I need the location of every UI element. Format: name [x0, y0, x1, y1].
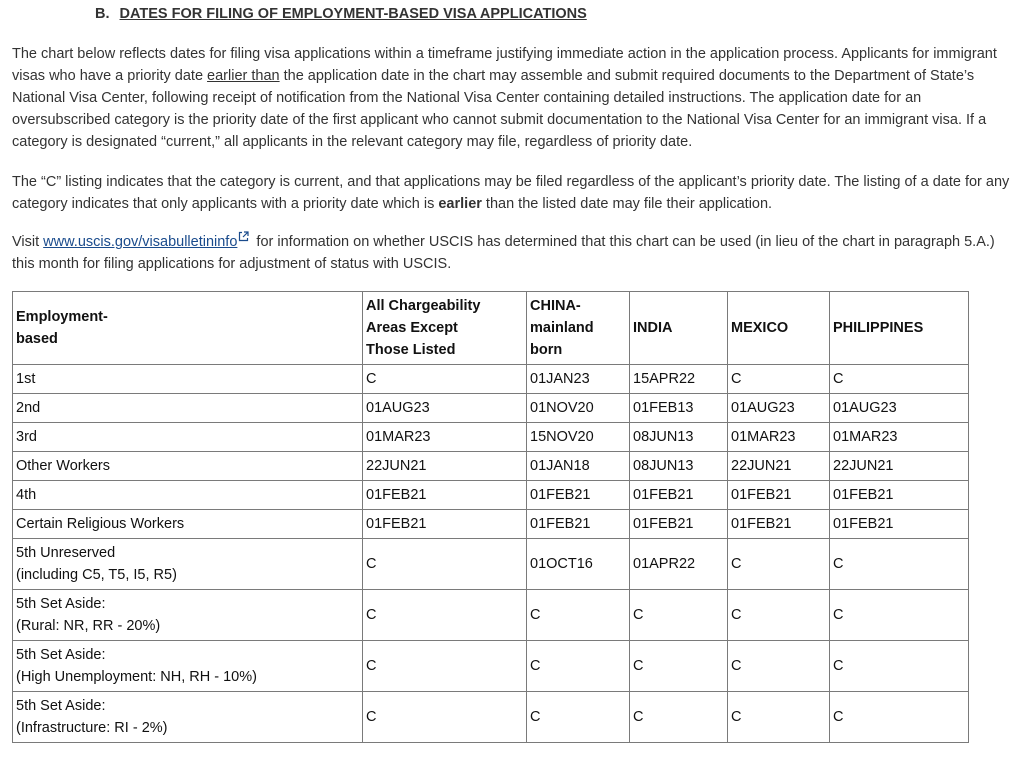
table-cell: 01MAR23	[830, 423, 969, 452]
table-cell: 01FEB21	[830, 481, 969, 510]
row-label-line: 1st	[16, 371, 36, 387]
current-text-1: The “C” listing indicates that the category is current, and that applications may be filed regardless of the applicant’s priority date. The listing of a date for any category indicates that only applicants with a priority date which is	[12, 174, 1010, 212]
table-cell: 01OCT16	[527, 539, 630, 590]
table-cell: 01FEB21	[363, 510, 527, 539]
intro-paragraph	[12, 43, 1012, 153]
table-row	[13, 365, 969, 394]
row-label	[13, 590, 363, 641]
row-label	[13, 365, 363, 394]
uscis-text-1: Visit	[12, 234, 44, 250]
table-cell: C	[363, 641, 527, 692]
table-cell: C	[363, 539, 527, 590]
row-label-line: 5th Set Aside:	[16, 596, 106, 612]
table-cell: 15NOV20	[527, 423, 630, 452]
header-line: CHINA-	[530, 298, 581, 314]
header-china	[527, 292, 630, 365]
table-cell: 01FEB21	[630, 510, 728, 539]
table-cell: 01MAR23	[728, 423, 830, 452]
table-cell: C	[363, 590, 527, 641]
current-bold-text: earlier	[438, 196, 482, 212]
table-cell: 01NOV20	[527, 394, 630, 423]
table-cell: C	[630, 641, 728, 692]
row-label-line: 5th Set Aside:	[16, 647, 106, 663]
table-row	[13, 539, 969, 590]
uscis-paragraph	[12, 231, 1012, 275]
table-cell: 01AUG23	[830, 394, 969, 423]
table-row	[13, 452, 969, 481]
table-cell: C	[728, 590, 830, 641]
table-cell: 22JUN21	[728, 452, 830, 481]
intro-underlined-text: earlier than	[207, 68, 280, 84]
row-label	[13, 510, 363, 539]
header-line: Employment-	[16, 309, 108, 325]
header-all-chargeability	[363, 292, 527, 365]
table-cell: 22JUN21	[830, 452, 969, 481]
row-label-line: (High Unemployment: NH, RH - 10%)	[16, 669, 257, 685]
row-label	[13, 423, 363, 452]
header-employment-based	[13, 292, 363, 365]
header-philippines	[830, 292, 969, 365]
header-line: based	[16, 331, 58, 347]
table-cell: C	[363, 365, 527, 394]
table-row	[13, 641, 969, 692]
uscis-link[interactable]: www.uscis.gov/visabulletininfo	[43, 234, 238, 250]
table-cell: 01FEB21	[630, 481, 728, 510]
table-cell: 08JUN13	[630, 452, 728, 481]
row-label-line: Other Workers	[16, 458, 111, 474]
row-label	[13, 692, 363, 743]
table-cell: C	[728, 365, 830, 394]
table-cell: 01FEB21	[363, 481, 527, 510]
table-cell: 01FEB21	[728, 481, 830, 510]
row-label-line: Certain Religious Workers	[16, 516, 185, 532]
table-cell: 22JUN21	[363, 452, 527, 481]
table-cell: 01MAR23	[363, 423, 527, 452]
table-cell: 01AUG23	[363, 394, 527, 423]
table-cell: 01AUG23	[728, 394, 830, 423]
row-label-line: (including C5, T5, I5, R5)	[16, 567, 177, 583]
header-line: INDIA	[633, 320, 673, 336]
row-label-line: 5th Unreserved	[16, 545, 116, 561]
row-label	[13, 641, 363, 692]
table-cell: C	[830, 641, 969, 692]
section-title: DATES FOR FILING OF EMPLOYMENT-BASED VISA APPLICATIONS	[119, 6, 587, 22]
table-cell: C	[830, 590, 969, 641]
table-cell: C	[830, 692, 969, 743]
table-row	[13, 590, 969, 641]
table-row	[13, 481, 969, 510]
row-label	[13, 452, 363, 481]
current-listing-paragraph	[12, 171, 1012, 215]
filing-dates-table	[12, 291, 969, 743]
table-cell: 01JAN23	[527, 365, 630, 394]
table-cell: C	[728, 692, 830, 743]
section-heading	[95, 6, 587, 22]
table-cell: C	[630, 590, 728, 641]
table-cell: 01APR22	[630, 539, 728, 590]
row-label-line: 3rd	[16, 429, 37, 445]
intro-text-2: the application date in the chart may assemble and submit required documents to the Department of State’s National Visa Center, following receipt of notification from the National Visa Center containing detailed instructions. The application date for an oversubscribed category is the priority date of the first applicant who cannot submit documentation to the National Visa Center for an immigrant visa. If a category is designated “current,” all applicants in the relevant category may file, regardless of priority date.	[12, 68, 987, 150]
intro-text-1: The chart below reflects dates for filing visa applications within a timeframe justifying immediate action in the application process. Applicants for immigrant visas who have a priority date	[12, 46, 997, 84]
table-cell: C	[363, 692, 527, 743]
table-cell: C	[527, 641, 630, 692]
header-line: born	[530, 342, 563, 358]
header-line: PHILIPPINES	[833, 320, 924, 336]
header-line: MEXICO	[731, 320, 789, 336]
table-row	[13, 394, 969, 423]
table-cell: 01FEB21	[527, 481, 630, 510]
uscis-text-2: for information on whether USCIS has determined that this chart can be used (in lieu of the chart in paragraph 5.A.) this month for filing applications for adjustment of status with USCIS.	[12, 234, 995, 272]
table-cell: 01FEB21	[527, 510, 630, 539]
table-row	[13, 423, 969, 452]
table-cell: 01JAN18	[527, 452, 630, 481]
table-cell: C	[527, 692, 630, 743]
table-row	[13, 510, 969, 539]
table-cell: 15APR22	[630, 365, 728, 394]
section-letter: B.	[95, 6, 110, 22]
table-row	[13, 692, 969, 743]
row-label-line: (Infrastructure: RI - 2%)	[16, 720, 168, 736]
row-label-line: (Rural: NR, RR - 20%)	[16, 618, 161, 634]
table-cell: 01FEB21	[830, 510, 969, 539]
row-label	[13, 481, 363, 510]
current-text-2: than the listed date may file their application.	[481, 196, 773, 212]
external-link-icon[interactable]	[238, 231, 249, 242]
table-cell: 01FEB21	[728, 510, 830, 539]
row-label-line: 2nd	[16, 400, 41, 416]
header-india	[630, 292, 728, 365]
table-cell: 01FEB13	[630, 394, 728, 423]
header-line: All Chargeability	[366, 298, 481, 314]
table-cell: C	[630, 692, 728, 743]
table-cell: C	[728, 539, 830, 590]
table-cell: C	[527, 590, 630, 641]
table-cell: 08JUN13	[630, 423, 728, 452]
header-line: Areas Except	[366, 320, 458, 336]
row-label-line: 5th Set Aside:	[16, 698, 106, 714]
table-header-row	[13, 292, 969, 365]
table-cell: C	[728, 641, 830, 692]
header-line: Those Listed	[366, 342, 456, 358]
row-label	[13, 539, 363, 590]
row-label-line: 4th	[16, 487, 37, 503]
table-cell: C	[830, 365, 969, 394]
header-line: mainland	[530, 320, 594, 336]
table-cell: C	[830, 539, 969, 590]
header-mexico	[728, 292, 830, 365]
row-label	[13, 394, 363, 423]
